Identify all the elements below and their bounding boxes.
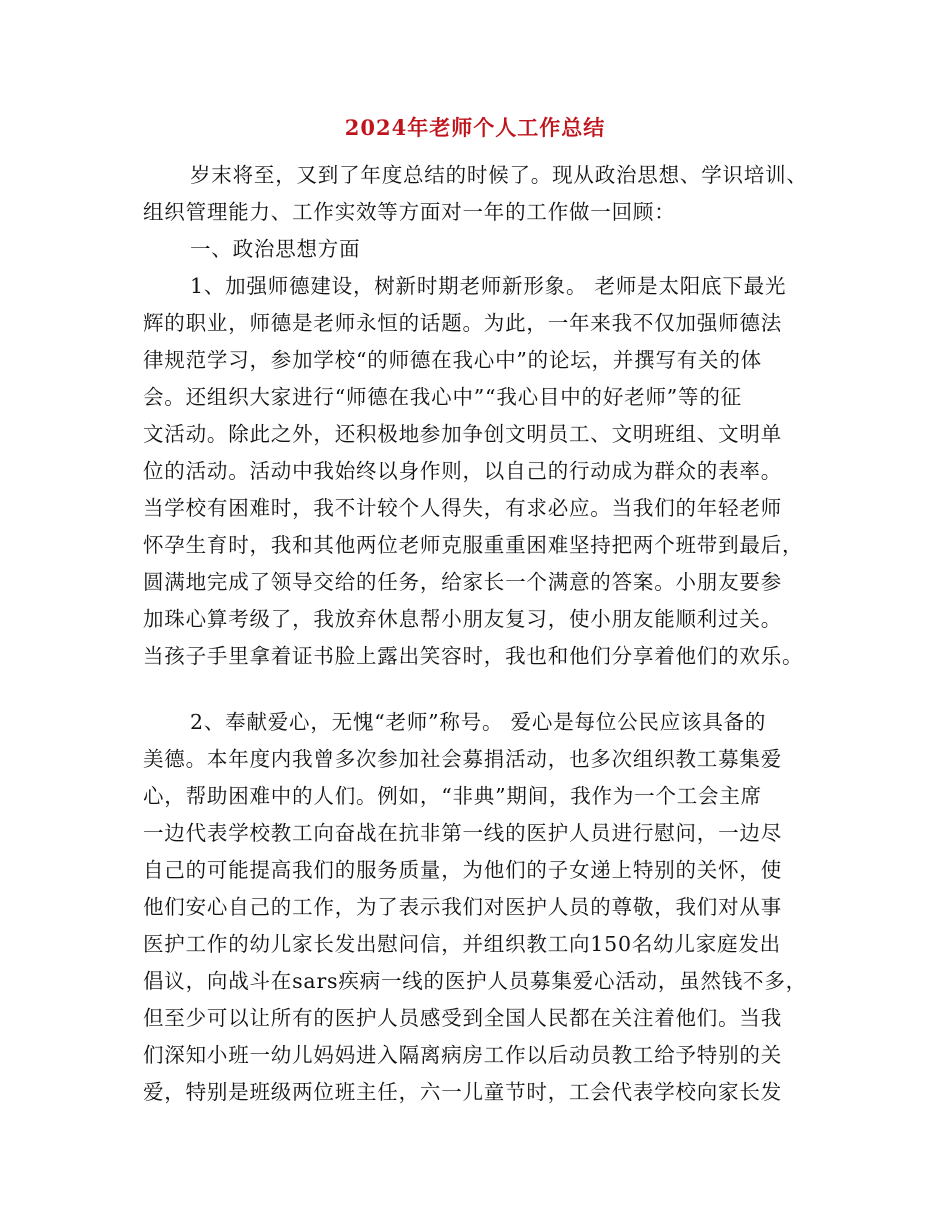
text-line: 怀孕生育时，我和其他两位老师克服重重困难坚持把两个班带到最后， bbox=[143, 533, 804, 557]
text-line: 美德。本年度内我曾多次参加社会募捐活动，也多次组织教工募集爱 bbox=[143, 747, 782, 771]
text-line: 当孩子手里拿着证书脸上露出笑容时，我也和他们分享着他们的欢乐。 bbox=[143, 644, 804, 668]
text-line: 自己的可能提高我们的服务质量，为他们的子女递上特别的关怀，使 bbox=[143, 858, 782, 882]
text-line: 会。还组织大家进行“师德在我心中”“我心目中的好老师”等的征 bbox=[143, 385, 742, 409]
text-line: 组织管理能力、工作实效等方面对一年的工作做一回顾： bbox=[143, 200, 676, 224]
text-line: 心，帮助困难中的人们。例如，“非典”期间，我作为一个工会主席 bbox=[143, 784, 762, 808]
text-line: 圆满地完成了领导交给的任务，给家长一个满意的答案。小朋友要参 bbox=[143, 570, 782, 594]
text-line: 他们安心自己的工作，为了表示我们对医护人员的尊敬，我们对从事 bbox=[143, 895, 782, 919]
text-line: 文活动。除此之外，还积极地参加争创文明员工、文明班组、文明单 bbox=[143, 422, 782, 446]
text-line: 当学校有困难时，我不计较个人得失，有求必应。当我们的年轻老师 bbox=[143, 496, 782, 520]
document-title: 2024年老师个人工作总结 bbox=[344, 115, 606, 140]
text-line: 一边代表学校教工向奋战在抗非第一线的医护人员进行慰问，一边尽 bbox=[143, 821, 782, 845]
text-line: 位的活动。活动中我始终以身作则，以自己的行动成为群众的表率。 bbox=[143, 459, 782, 483]
text-line: 岁末将至，又到了年度总结的时候了。现从政治思想、学识培训、 bbox=[190, 163, 808, 187]
text-line: 辉的职业，师德是老师永恒的话题。为此，一年来我不仅加强师德法 bbox=[143, 311, 782, 335]
text-line: 医护工作的幼儿家长发出慰问信，并组织教工向150名幼儿家庭发出 bbox=[143, 932, 781, 956]
text-line: 2、奉献爱心，无愧“老师”称号。 爱心是每位公民应该具备的 bbox=[190, 710, 767, 734]
text-line: 1、加强师德建设，树新时期老师新形象。 老师是太阳底下最光 bbox=[190, 274, 787, 298]
text-line: 但至少可以让所有的医护人员感受到全国人民都在关注着他们。当我 bbox=[143, 1006, 782, 1030]
section-heading: 一、政治思想方面 bbox=[190, 237, 361, 261]
text-line: 律规范学习，参加学校“的师德在我心中”的论坛，并撰写有关的体 bbox=[143, 348, 762, 372]
text-line: 加珠心算考级了，我放弃休息帮小朋友复习，使小朋友能顺利过关。 bbox=[143, 607, 782, 631]
text-line: 们深知小班一幼儿妈妈进入隔离病房工作以后动员教工给予特别的关 bbox=[143, 1043, 782, 1067]
text-line: 爱，特别是班级两位班主任，六一儿童节时，工会代表学校向家长发 bbox=[143, 1080, 782, 1104]
text-line: 倡议，向战斗在sars疾病一线的医护人员募集爱心活动，虽然钱不多， bbox=[143, 969, 807, 993]
